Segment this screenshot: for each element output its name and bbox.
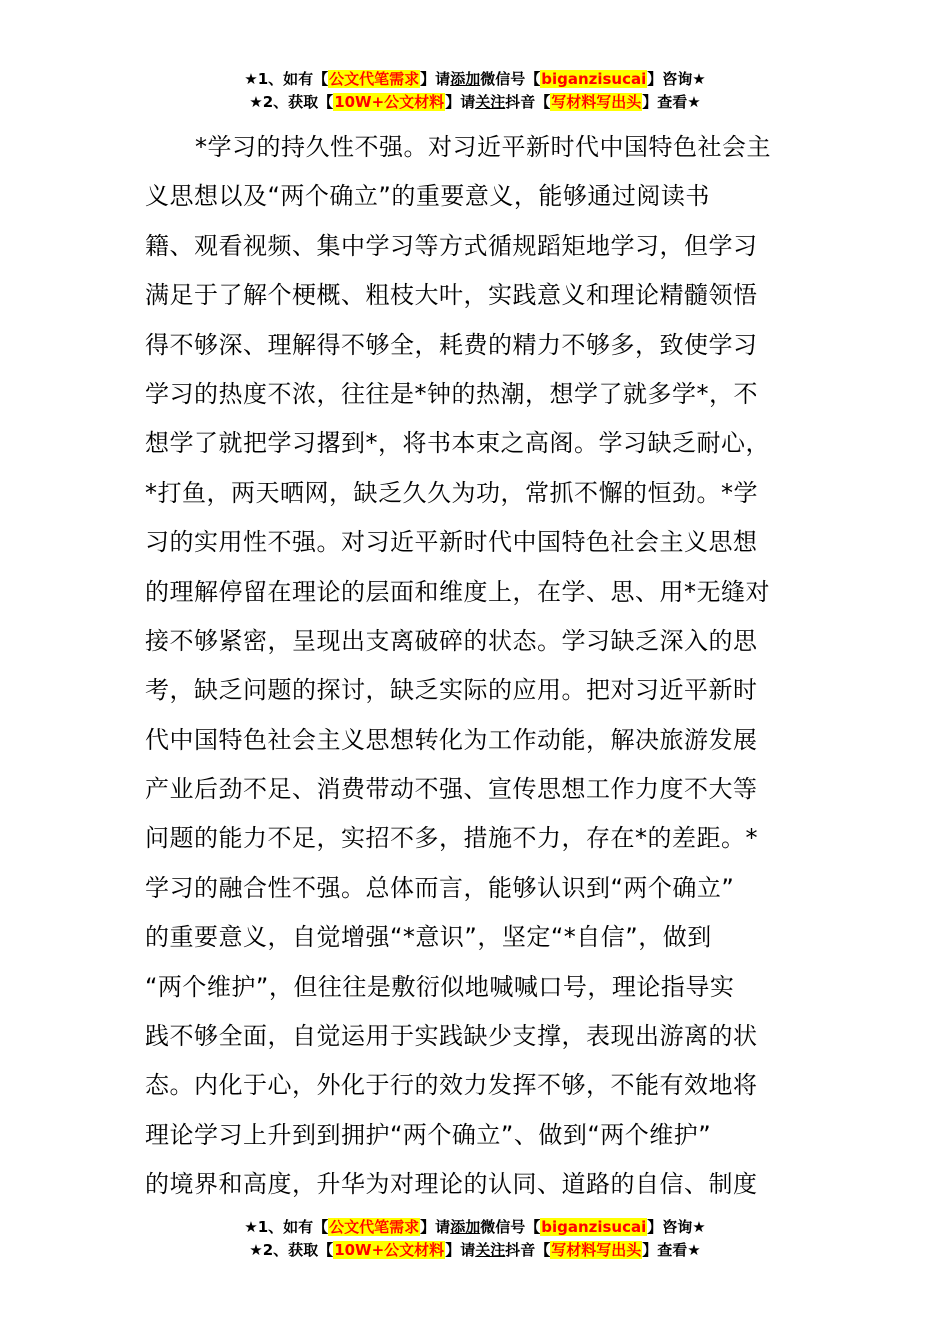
promo-text: 】请	[445, 1241, 476, 1259]
promo-text: 抖音【	[505, 1241, 551, 1259]
body-line: 的理解停留在理论的层面和维度上，在学、思、用*无缝对	[145, 577, 770, 606]
promo-text: 】查看★	[642, 1241, 701, 1259]
body-line: *学习的持久性不强。对习近平新时代中国特色社会主	[195, 133, 771, 161]
promo-text: 微信号【	[480, 70, 541, 88]
promo-underlined-text: 关注	[475, 1241, 506, 1259]
body-line: 的境界和高度，升华为对理论的认同、道路的自信、制度	[145, 1170, 758, 1199]
body-line: *打鱼，两天晒网，缺乏久久为功，常抓不懈的恒劲。*学	[145, 478, 758, 507]
body-line: 态。内化于心，外化于行的效力发挥不够，不能有效地将	[145, 1071, 758, 1100]
promo-text: 】请	[420, 70, 451, 88]
promo-highlight-wechat-id: biganzisucai	[541, 70, 647, 88]
promo-underlined-text: 添加	[450, 1218, 481, 1236]
body-line: 得不够深、理解得不够全，耗费的精力不够多，致使学习	[145, 330, 758, 359]
promo-text: ★1、如有【	[244, 70, 329, 88]
body-line: 义思想以及“两个确立”的重要意义，能够通过阅读书	[145, 182, 710, 211]
header-promo-banner	[0, 68, 950, 114]
promo-text: 微信号【	[480, 1218, 541, 1236]
promo-text: 】查看★	[642, 93, 701, 111]
promo-underlined-text: 添加	[450, 70, 481, 88]
promo-highlight-materials: 10W+公文材料	[334, 1241, 445, 1259]
promo-text: ★1、如有【	[244, 1218, 329, 1236]
promo-text: 】请	[445, 93, 476, 111]
promo-line-2	[0, 1239, 950, 1262]
promo-highlight-service: 公文代笔需求	[329, 1218, 420, 1236]
document-body	[145, 123, 810, 1210]
body-line: 产业后劲不足、消费带动不强、宣传思想工作力度不大等	[145, 775, 758, 804]
promo-text: 】咨询★	[647, 70, 706, 88]
body-line: 想学了就把学习撂到*，将书本束之高阁。学习缺乏耐心，	[145, 429, 770, 458]
body-line: 践不够全面，自觉运用于实践缺少支撑，表现出游离的状	[145, 1022, 758, 1051]
body-line: 代中国特色社会主义思想转化为工作动能，解决旅游发展	[145, 725, 758, 754]
body-line: 理论学习上升到到拥护“两个确立”、做到“两个维护”	[145, 1120, 712, 1149]
body-line: 学习的热度不浓，往往是*钟的热潮，想学了就多学*，不	[145, 379, 758, 408]
body-line: 问题的能力不足，实招不多，措施不力，存在*的差距。*	[145, 824, 758, 853]
promo-text: ★2、获取【	[249, 1241, 334, 1259]
body-line: 习的实用性不强。对习近平新时代中国特色社会主义思想	[145, 528, 758, 557]
promo-text: ★2、获取【	[249, 93, 334, 111]
promo-text: 】咨询★	[647, 1218, 706, 1236]
promo-text: 抖音【	[505, 93, 551, 111]
promo-highlight-materials: 10W+公文材料	[334, 93, 445, 111]
body-line: 籍、观看视频、集中学习等方式循规蹈矩地学习，但学习	[145, 231, 758, 260]
promo-underlined-text: 关注	[475, 93, 506, 111]
promo-highlight-service: 公文代笔需求	[329, 70, 420, 88]
body-line: 接不够紧密，呈现出支离破碎的状态。学习缺乏深入的思	[145, 626, 758, 655]
footer-promo-banner	[0, 1216, 950, 1262]
body-line: 的重要意义，自觉增强“*意识”，坚定“*自信”，做到	[145, 923, 712, 952]
body-line: 学习的融合性不强。总体而言，能够认识到“两个确立”	[145, 873, 735, 902]
promo-line-1	[0, 68, 950, 91]
promo-line-2	[0, 91, 950, 114]
body-line: “两个维护”，但往往是敷衍似地喊喊口号，理论指导实	[145, 972, 735, 1001]
promo-highlight-douyin-account: 写材料写出头	[551, 93, 642, 111]
promo-highlight-wechat-id: biganzisucai	[541, 1218, 647, 1236]
promo-text: 】请	[420, 1218, 451, 1236]
body-line: 考，缺乏问题的探讨，缺乏实际的应用。把对习近平新时	[145, 676, 758, 705]
promo-highlight-douyin-account: 写材料写出头	[551, 1241, 642, 1259]
body-line: 满足于了解个梗概、粗枝大叶，实践意义和理论精髓领悟	[145, 281, 758, 310]
promo-line-1	[0, 1216, 950, 1239]
